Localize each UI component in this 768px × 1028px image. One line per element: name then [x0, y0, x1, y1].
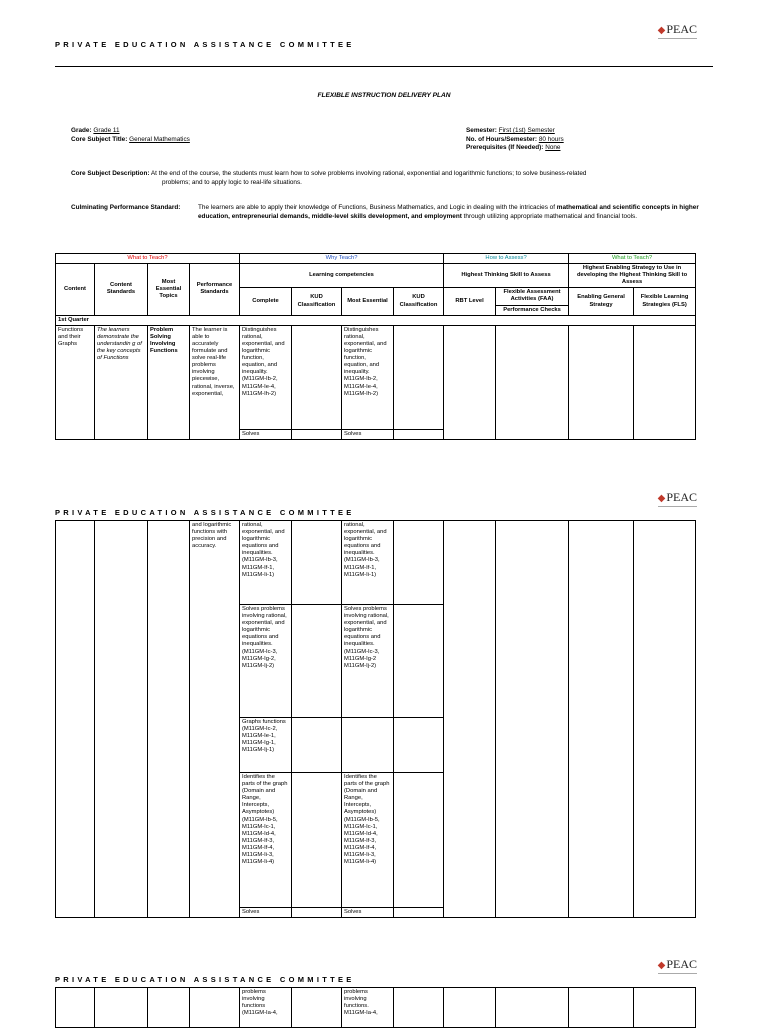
kud-cell	[292, 605, 342, 718]
kud-cell	[394, 988, 444, 1028]
enabling-strategy-header: Enabling General Strategy	[569, 288, 634, 315]
subject-value: General Mathematics	[129, 135, 190, 143]
rbt-cell	[444, 988, 496, 1028]
content-cell	[56, 521, 95, 918]
topic-cell: Problem Solving Involving Functions	[148, 325, 190, 439]
strategy-cell	[569, 988, 634, 1028]
learning-competencies-header: Learning competencies	[240, 264, 444, 288]
complete-header: Complete	[240, 288, 292, 315]
table-row	[56, 325, 696, 429]
org-name: PRIVATE EDUCATION ASSISTANCE COMMITTEE	[55, 508, 355, 517]
prereq-value: None	[545, 144, 561, 152]
topic-cell	[148, 988, 190, 1028]
fidp-table-page3	[55, 987, 696, 1028]
performance-standard-cell	[190, 988, 240, 1028]
peac-logo-icon: ◆	[657, 25, 666, 36]
content-standard-cell	[95, 988, 148, 1028]
desc-label: Core Subject Description:	[71, 170, 150, 177]
cps-text-b: mathematical and scientific concepts in higher education, entrepreneurial demands, middle-level skills development, and employment	[198, 204, 699, 220]
most-essential-header: Most Essential	[342, 288, 394, 315]
peac-logo	[658, 957, 697, 974]
table-row	[56, 521, 696, 605]
logo-text: PEAC	[666, 957, 697, 971]
strategy-cell	[569, 325, 634, 439]
competency-complete-cell: Solves	[240, 908, 292, 918]
competency-essential-cell: Solves problems involving rational, exponential, and logarithmic equations and inequalities. (M11GM-Ic-3, M11GM-Ig-2 M11GM-Ij-2)	[342, 605, 394, 718]
topic-cell	[148, 521, 190, 918]
quarter-row	[56, 315, 696, 325]
fls-cell	[634, 325, 696, 439]
semester-block	[466, 127, 564, 153]
kud-cell	[394, 773, 444, 908]
doc-title: FLEXIBLE INSTRUCTION DELIVERY PLAN	[317, 92, 451, 99]
kud-header-2: KUD Classification	[394, 288, 444, 315]
semester-label: Semester:	[466, 127, 497, 134]
prereq-label: Prerequisites (If Needed):	[466, 144, 544, 152]
logo-text: PEAC	[666, 490, 697, 504]
kud-cell	[292, 521, 342, 605]
performance-checks-header: Performance Checks	[496, 305, 569, 315]
faa-cell	[496, 988, 569, 1028]
grade-label: Grade:	[71, 127, 92, 134]
faa-cell	[496, 325, 569, 439]
subject-description	[71, 170, 711, 188]
competency-complete-cell: Distinguishes rational, exponential, and logarithmic function, equation, and inequality. (M11GM-Ib-2, M11GM-Ie-4, M11GM-Ih-2)	[240, 325, 292, 429]
why-teach-header: Why Teach?	[240, 254, 444, 264]
hours-value: 80 hours	[538, 135, 564, 143]
competency-essential-cell: Solves	[342, 429, 394, 439]
table-row	[56, 988, 696, 1028]
competency-complete-cell: Graphs functions (M11GM-Ic-2, M11GM-Ie-1, M11GM-Ig-1, M11GM-Ij-1)	[240, 718, 292, 773]
rbt-level-header: RBT Level	[444, 288, 496, 315]
competency-complete-cell: Solves problems involving rational, exponential, and logarithmic equations and inequalities. (M11GM-Ic-3, M11GM-Ig-2, M11GM-Ij-2)	[240, 605, 292, 718]
grade-value: Grade 11	[93, 127, 120, 134]
header-row-1	[56, 264, 696, 288]
what-to-teach-header-2: What to Teach?	[569, 254, 696, 264]
fls-cell	[634, 521, 696, 918]
content-cell	[56, 988, 95, 1028]
page-header-3	[55, 957, 713, 987]
logo-text: PEAC	[666, 22, 697, 36]
peac-logo-icon: ◆	[657, 493, 666, 504]
kud-cell	[394, 605, 444, 718]
peac-logo	[658, 490, 697, 507]
rbt-cell	[444, 325, 496, 439]
cps-text-c: through utilizing appropriate mathematical and financial tools.	[461, 212, 638, 220]
strategy-cell	[569, 521, 634, 918]
desc-text-2: problems; and to apply logic to real-life situations.	[162, 178, 302, 186]
content-standard-cell	[95, 521, 148, 918]
hours-label: No. of Hours/Semester:	[466, 135, 538, 143]
semester-value: First (1st) Semester	[498, 127, 555, 134]
grade-block	[71, 127, 190, 144]
competency-essential-cell	[342, 718, 394, 773]
content-standards-header: Content Standards	[95, 264, 148, 316]
peac-logo	[658, 22, 697, 39]
org-name: PRIVATE EDUCATION ASSISTANCE COMMITTEE	[55, 975, 355, 984]
kud-cell	[394, 521, 444, 605]
competency-essential-cell: problems involving functions. M11GM-Ia-4,	[342, 988, 394, 1028]
content-header: Content	[56, 264, 95, 316]
cps-label: Culminating Performance Standard:	[71, 204, 181, 211]
kud-cell	[394, 325, 444, 429]
competency-essential-cell: rational, exponential, and logarithmic equations and inequalities. (M11GM-Ib-3, M11GM-If-1, M11GM-Ii-1)	[342, 521, 394, 605]
performance-standards-header: Performance Standards	[190, 264, 240, 316]
kud-cell	[292, 773, 342, 908]
competency-complete-cell: problems involving functions (M11GM-Ia-4,	[240, 988, 292, 1028]
faa-cell	[496, 521, 569, 918]
kud-cell	[292, 718, 342, 773]
fidp-table-page2	[55, 520, 696, 918]
cps-text-a: The learners are able to apply their knowledge of Functions, Business Mathematics, and Logic in dealing with the intricacies of	[198, 204, 557, 211]
fls-cell	[634, 988, 696, 1028]
page-header	[55, 22, 713, 52]
competency-essential-cell: Distinguishes rational, exponential, and logarithmic function, equation, and inequality. M11GM-Ib-2, M11GM-Ie-4, M11GM-Ih-2)	[342, 325, 394, 429]
competency-essential-cell: Solves	[342, 908, 394, 918]
competency-complete-cell: Identifies the parts of the graph (Domain and Range, Intercepts, Asymptotes) (M11GM-Ib-5, M11GM-Ic-1, M11GM-Id-4, M11GM-If-3, M11GM-If-4, M11GM-Ii-3, M11GM-Ii-4)	[240, 773, 292, 908]
fidp-table-page1	[55, 253, 696, 440]
kud-cell	[292, 988, 342, 1028]
performance-standard-cell: and logarithmic functions with precision and accuracy.	[190, 521, 240, 918]
quarter-label: 1st Quarter	[56, 315, 696, 325]
subject-label: Core Subject Title:	[71, 135, 128, 143]
org-name: PRIVATE EDUCATION ASSISTANCE COMMITTEE	[55, 40, 355, 49]
peac-logo-icon: ◆	[657, 960, 666, 971]
faa-header: Flexible Assessment Activities (FAA)	[496, 288, 569, 305]
what-to-teach-header: What to Teach?	[56, 254, 240, 264]
highest-thinking-header: Highest Thinking Skill to Assess	[444, 264, 569, 288]
page-header-2	[55, 490, 713, 520]
kud-cell	[292, 429, 342, 439]
rbt-cell	[444, 521, 496, 918]
header-divider	[55, 66, 713, 67]
competency-essential-cell: Identifies the parts of the graph (Domain and Range, Intercepts, Asymptotes) (M11GM-Ib-5, M11GM-Ic-1, M11GM-Id-4, M11GM-If-3, M11GM-If-4, M11GM-Ii-3, M11GM-Ii-4)	[342, 773, 394, 908]
fls-header: Flexible Learning Strategies (FLS)	[634, 288, 696, 315]
content-cell: Functions and their Graphs	[56, 325, 95, 439]
header-row-categories	[56, 254, 696, 264]
content-standard-cell: The learners demonstrate the understandin g of the key concepts of Functions	[95, 325, 148, 439]
desc-text: At the end of the course, the students must learn how to solve problems involving rational, exponential and logarithmic functions; to solve business-related	[150, 170, 587, 177]
highest-enabling-header: Highest Enabling Strategy to Use in developing the Highest Thinking Skill to Assess	[569, 264, 696, 288]
kud-header-1: KUD Classification	[292, 288, 342, 315]
kud-cell	[292, 325, 342, 429]
kud-cell	[394, 908, 444, 918]
performance-standard-cell: The learner is able to accurately formulate and solve real-life problems involving piecewise, rational, inverse, exponential,	[190, 325, 240, 439]
most-essential-topics-header: Most Essential Topics	[148, 264, 190, 316]
kud-cell	[394, 718, 444, 773]
kud-cell	[292, 908, 342, 918]
competency-complete-cell: rational, exponential, and logarithmic equations and inequalities. (M11GM-Ib-3, M11GM-If-1, M11GM-Ii-1)	[240, 521, 292, 605]
kud-cell	[394, 429, 444, 439]
how-to-assess-header: How to Assess?	[444, 254, 569, 264]
competency-complete-cell: Solves	[240, 429, 292, 439]
